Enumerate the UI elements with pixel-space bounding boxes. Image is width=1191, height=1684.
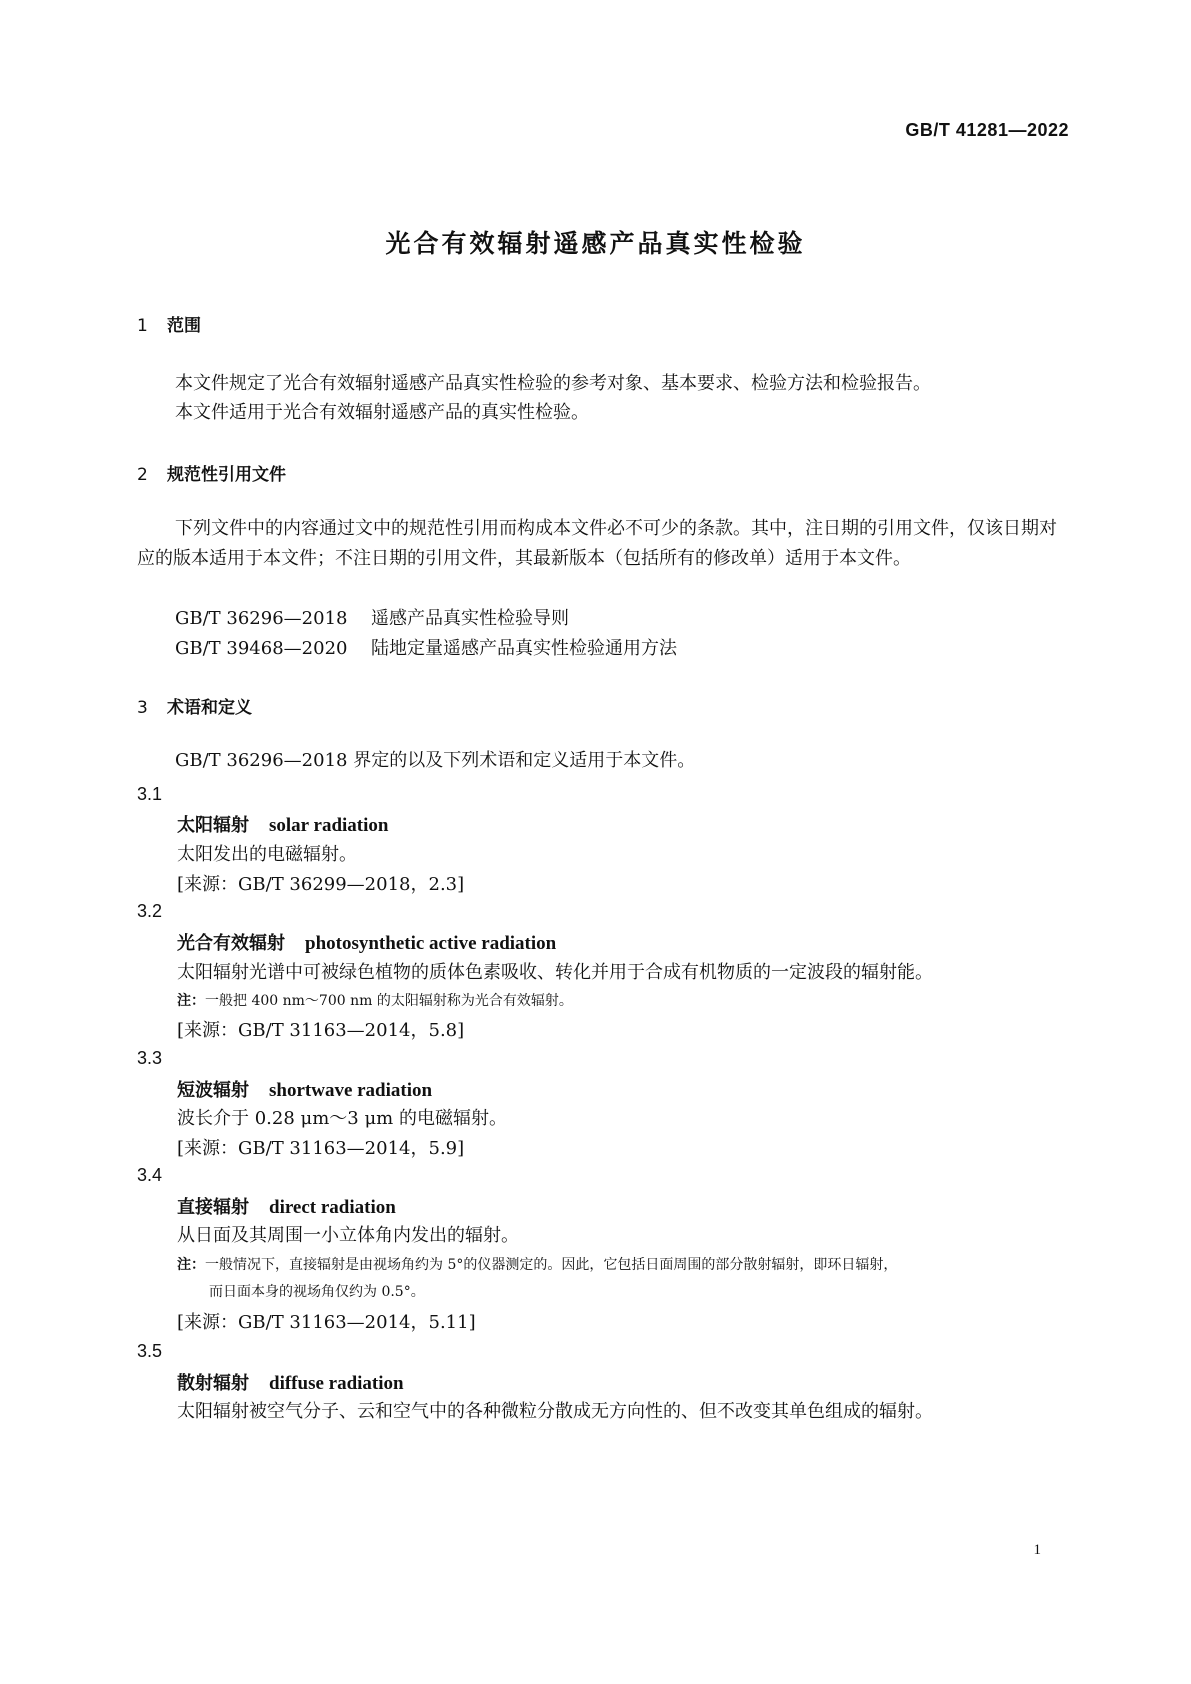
term-zh: 直接辐射 (177, 1197, 249, 1218)
section-title: 术语和定义 (167, 698, 252, 718)
note-label: 注： (177, 993, 205, 1009)
section-title: 范围 (167, 316, 201, 336)
section-title: 规范性引用文件 (167, 465, 286, 485)
term-definition: 从日面及其周围一小立体角内发出的辐射。 (177, 1225, 519, 1246)
term-definition: 波长介于 0.28 μm～3 μm 的电磁辐射。 (177, 1108, 507, 1129)
term-definition: 太阳发出的电磁辐射。 (177, 844, 357, 865)
section-2-heading (137, 460, 286, 485)
note-label: 注： (177, 1257, 205, 1273)
reference-title: 陆地定量遥感产品真实性检验通用方法 (371, 638, 677, 659)
term-en: solar radiation (269, 815, 389, 836)
term-en: photosynthetic active radiation (305, 933, 557, 954)
section-1-heading (137, 311, 201, 336)
section-3-intro: GB/T 36296—2018 界定的以及下列术语和定义适用于本文件。 (175, 750, 696, 771)
term-zh: 短波辐射 (177, 1080, 249, 1101)
term-source: [来源：GB/T 31163—2014，5.9] (177, 1138, 465, 1159)
term-note (177, 1254, 897, 1274)
term-heading (177, 1193, 396, 1219)
term-zh: 散射辐射 (177, 1373, 249, 1394)
term-number: 3.1 (137, 784, 163, 804)
term-heading (177, 811, 388, 837)
note-text: 一般情况下，直接辐射是由视场角约为 5°的仪器测定的。因此，它包括日面周围的部分散射辐射，即环日辐射， (205, 1257, 898, 1273)
standard-code: GB/T 41281—2022 (905, 120, 1069, 140)
term-note (177, 990, 573, 1010)
reference-code: GB/T 36296—2018 (175, 608, 348, 629)
document-title: 光合有效辐射遥感产品真实性检验 (385, 229, 806, 258)
section-number: 1 (137, 316, 148, 336)
term-definition: 太阳辐射被空气分子、云和空气中的各种微粒分散成无方向性的、但不改变其单色组成的辐射。 (177, 1401, 933, 1422)
section-number: 2 (137, 465, 148, 485)
term-source: [来源：GB/T 36299—2018，2.3] (177, 874, 465, 895)
section-1-paragraph: 本文件适用于光合有效辐射遥感产品的真实性检验。 (175, 402, 589, 423)
section-number: 3 (137, 698, 148, 718)
term-source: [来源：GB/T 31163—2014，5.8] (177, 1020, 465, 1041)
term-source: [来源：GB/T 31163—2014，5.11] (177, 1312, 476, 1333)
note-text: 一般把 400 nm～700 nm 的太阳辐射称为光合有效辐射。 (205, 993, 573, 1009)
term-heading (177, 929, 556, 955)
term-number: 3.2 (137, 901, 163, 921)
term-en: direct radiation (269, 1197, 396, 1218)
reference-item (175, 604, 569, 630)
term-definition: 太阳辐射光谱中可被绿色植物的质体色素吸收、转化并用于合成有机物质的一定波段的辐射能。 (177, 962, 933, 983)
term-en: shortwave radiation (269, 1080, 433, 1101)
term-heading (177, 1076, 432, 1102)
term-note-continuation: 而日面本身的视场角仅约为 0.5°。 (209, 1284, 425, 1300)
section-1-paragraph: 本文件规定了光合有效辐射遥感产品真实性检验的参考对象、基本要求、检验方法和检验报告。 (175, 373, 931, 394)
term-heading (177, 1369, 404, 1395)
term-en: diffuse radiation (269, 1373, 404, 1394)
term-number: 3.3 (137, 1048, 163, 1068)
section-3-heading (137, 693, 252, 718)
page-number: 1 (1033, 1542, 1041, 1558)
reference-title: 遥感产品真实性检验导则 (371, 608, 569, 629)
reference-code: GB/T 39468—2020 (175, 638, 348, 659)
reference-item (175, 634, 677, 660)
term-number: 3.4 (137, 1165, 163, 1185)
term-zh: 光合有效辐射 (177, 933, 285, 954)
term-number: 3.5 (137, 1341, 163, 1361)
section-2-intro: 下列文件中的内容通过文中的规范性引用而构成本文件必不可少的条款。其中，注日期的引用文件，仅该日期对应的版本适用于本文件；不注日期的引用文件，其最新版本（包括所有的修改单）适用于本文件。 (137, 518, 1057, 569)
term-zh: 太阳辐射 (177, 815, 249, 836)
